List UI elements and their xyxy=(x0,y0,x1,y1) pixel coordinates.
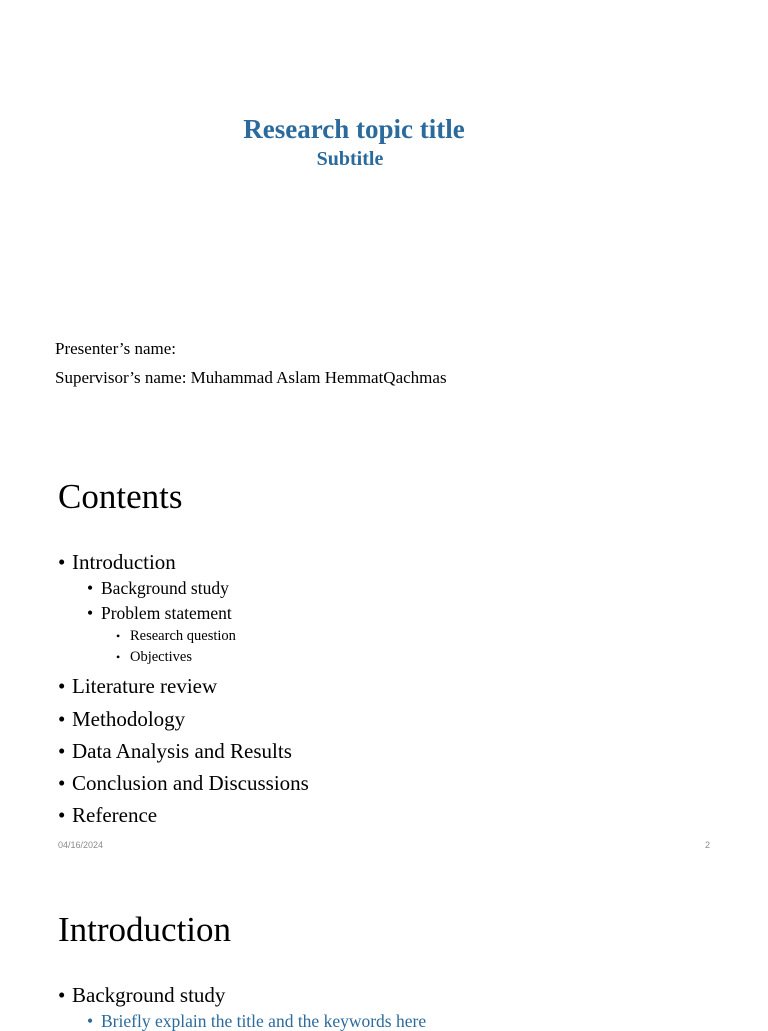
bullet-icon: • xyxy=(58,674,66,698)
list-item-label: Introduction xyxy=(72,550,176,574)
bullet-icon: • xyxy=(58,707,66,731)
footer-date: 04/16/2024 xyxy=(58,840,104,850)
list-item-label: Conclusion and Discussions xyxy=(72,771,309,795)
list-item xyxy=(87,1011,426,1031)
bullet-icon: • xyxy=(58,550,66,574)
list-item-label: Problem statement xyxy=(101,603,232,623)
list-item-label: Reference xyxy=(72,803,158,827)
list-item xyxy=(58,983,225,1007)
research-title: Research topic title xyxy=(243,114,465,144)
list-item-label: Methodology xyxy=(72,707,186,731)
bullet-icon: • xyxy=(87,603,94,623)
list-item-label: Data Analysis and Results xyxy=(72,739,292,763)
list-item xyxy=(87,578,229,598)
presenter-name-line: Presenter’s name: xyxy=(55,339,177,358)
list-item xyxy=(116,628,236,645)
list-item xyxy=(58,803,157,827)
list-item xyxy=(116,649,192,666)
bullet-icon: • xyxy=(58,771,66,795)
title-slide xyxy=(0,0,768,432)
list-item xyxy=(58,707,185,731)
slide-heading-contents: Contents xyxy=(58,477,183,516)
list-item xyxy=(58,674,217,698)
list-item xyxy=(58,771,309,795)
list-item-label: Objectives xyxy=(130,649,193,665)
bullet-icon: • xyxy=(87,1011,94,1031)
bullet-icon: • xyxy=(58,739,66,763)
list-item xyxy=(87,603,232,623)
list-item xyxy=(58,739,292,763)
research-subtitle: Subtitle xyxy=(316,148,384,170)
introduction-slide xyxy=(0,864,768,1031)
bullet-icon: • xyxy=(58,803,66,827)
bullet-icon: • xyxy=(58,983,66,1007)
list-item-label: Background study xyxy=(101,578,229,598)
list-item-label: Research question xyxy=(130,628,236,644)
page-number: 2 xyxy=(704,840,710,850)
bullet-icon: • xyxy=(87,578,94,598)
list-item xyxy=(58,550,176,574)
contents-slide xyxy=(0,432,768,864)
list-item-label: Background study xyxy=(72,983,226,1007)
list-item-label: Literature review xyxy=(72,674,218,698)
supervisor-name-line: Supervisor’s name: Muhammad Aslam HemmatQachmas xyxy=(55,368,447,387)
list-item-label: Briefly explain the title and the keywords here xyxy=(101,1011,427,1031)
slide-heading-introduction: Introduction xyxy=(58,910,232,949)
bullet-icon: • xyxy=(116,629,121,643)
bullet-icon: • xyxy=(116,650,121,664)
